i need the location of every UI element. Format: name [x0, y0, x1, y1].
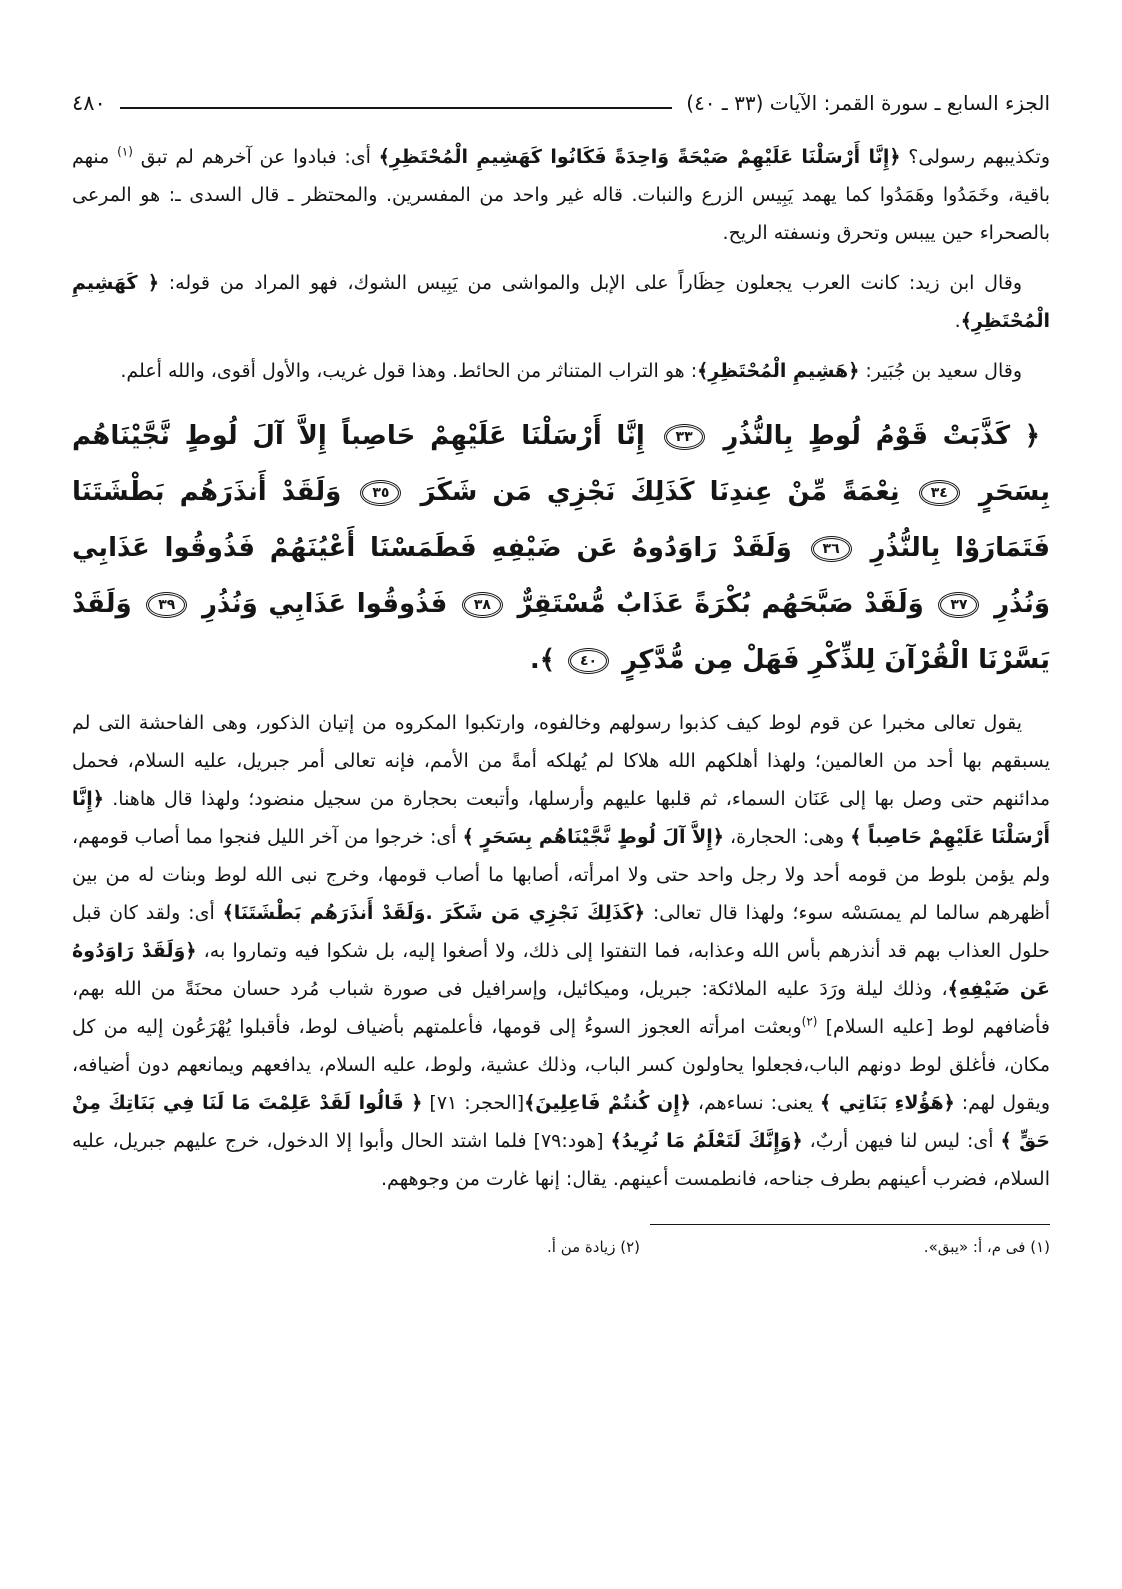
header-rule [120, 107, 672, 109]
text-run: . [954, 310, 961, 332]
paragraph-1 [72, 138, 1050, 252]
ayah-text: كَذَّبَتْ قَوْمُ لُوطٍ بِالنُّذُرِ [723, 421, 1011, 451]
paragraph-3 [72, 352, 1050, 390]
quran-quote: ﴿وَإِنَّكَ لَتَعْلَمُ مَا نُرِيدُ﴾ [610, 1130, 803, 1152]
text-run: وهى: الحجارة، [723, 826, 851, 848]
quran-quote: ﴿ كَهَشِيمِ الْمُحْتَظِرِ﴾ [72, 272, 1050, 332]
text-run: يقول تعالى مخبرا عن قوم لوط كيف كذبوا رسولهم وخالفوه، وارتكبوا المكروه من إتيان الذكور، وهى الفاحشة التى لم يسبقهم بها أحد من العالمين؛ ولهذا أهلكهم الله هلاكا لم يُهلكه أمةً من الأمم، فإنه تعالى أمر جبريل، عليه السلام، فحمل مدائنهم حتى وصل بها إلى عَنَان السماء، ثم قلبها عليهم وأرسلها، وأتبعت بحجارة من سجيل منضود؛ ولهذا قال هاهنا. [72, 712, 1050, 810]
ayah-text: نِعْمَةً مِّنْ عِندِنَا كَذَلِكَ نَجْزِي مَن شَكَرَ [420, 477, 900, 507]
commentary-paragraph [72, 704, 1050, 1198]
text-run: يعنى: نساءهم، [690, 1092, 821, 1114]
footnotes-section [72, 1224, 1050, 1259]
quran-quote: ﴿هَشِيمِ الْمُحْتَظِرِ﴾ [697, 360, 860, 382]
ayah-number-marker: ٣٣ [664, 424, 705, 450]
citation: [الحجر: ٧١] [422, 1092, 525, 1114]
ayah-text: وَلَقَدْ أَنذَرَهُم بَطْشَتَنَا فَتَمَارَوْا بِالنُّذُرِ [72, 477, 1050, 563]
ayah-number-marker: ٤٠ [568, 648, 609, 674]
running-title: الجزء السابع ـ سورة القمر: الآيات (٣٣ ـ ٤٠) [686, 91, 1050, 115]
ayah-text: وَلَقَدْ رَاوَدُوهُ عَن ضَيْفِهِ فَطَمَسْنَا أَعْيُنَهُمْ فَذُوقُوا عَذَابِي وَنُذُرِ [72, 533, 1050, 619]
ayah-number-marker: ٣٧ [938, 592, 979, 618]
text-run: [هود:٧٩] فلما اشتد الحال وأبوا إلا الدخول، خرج عليهم جبريل، عليه السلام، فضرب أعينهم بطرف جناحه، فانطمست أعينهم. يقال: إنها غارت من وجوههم. [72, 1130, 1050, 1190]
text-run: وقال سعيد بن جُبَير: [859, 360, 1022, 382]
text-run: أى: فبادوا عن آخرهم لم تبق [132, 146, 379, 168]
ayah-text: وَلَقَدْ صَبَّحَهُم بُكْرَةً عَذَابٌ مُّسْتَقِرٌّ [517, 589, 924, 619]
quran-passage [72, 408, 1050, 688]
text-run: منهم باقية، وخَمَدُوا وهَمَدُوا كما يهمد يَبِيس الزرع والنبات. قاله غير واحد من المفسرين. والمحتظر ـ قال السدى ـ: هو المرعى بالصحراء حين ييبس وتحرق ونسفته الريح. [72, 146, 1050, 244]
footnote-2: (٢) زيادة من أ. [547, 1238, 640, 1256]
ayah-text: فَذُوقُوا عَذَابِي وَنُذُرِ [201, 589, 448, 619]
quran-quote: ﴿إِنَّا أَرْسَلْنَا عَلَيْهِمْ صَيْحَةً وَاحِدَةً فَكَانُوا كَهَشِيمِ الْمُحْتَظِرِ﴾ [378, 146, 901, 168]
text-run: وقال ابن زيد: كانت العرب يجعلون حِظَاراً على الإبل والمواشى من يَبِيس الشوك، فهو المراد من قوله: [159, 272, 1022, 294]
paragraph-2 [72, 264, 1050, 340]
ornate-bracket-close: ﴾. [529, 645, 555, 675]
running-header [72, 84, 1050, 118]
text-run: أى: ولقد كان قبل حلول العذاب بهم قد أنذرهم بأس الله وعذابه، فما التفتوا إلى ذلك، ولا أصغوا إليه، بل شكوا فيه وتماروا به، [72, 902, 1050, 962]
text-run: وتكذيبهم رسولى؟ [900, 146, 1051, 168]
page-body [72, 138, 1050, 1259]
page-number: ٤٨٠ [72, 91, 106, 115]
ayah-number-marker: ٣٨ [462, 592, 503, 618]
quran-quote: ﴿إِنَّا أَرْسَلْنَا عَلَيْهِمْ حَاصِباً ﴾ [72, 788, 1050, 848]
ornate-bracket-open: ﴿ [1024, 421, 1041, 451]
footnote-1: (١) فى م، أ: «يبق». [923, 1238, 1050, 1256]
ayah-number-marker: ٣٤ [919, 480, 960, 506]
ayah-text: إِنَّا أَرْسَلْنَا عَلَيْهِمْ حَاصِباً إِلاَّ آلَ لُوطٍ نَّجَّيْنَاهُم بِسَحَرٍ [72, 421, 1050, 507]
quran-quote: ﴿وَلَقَدْ رَاوَدُوهُ عَن ضَيْفِهِ﴾ [72, 940, 1050, 1000]
text-run: : هو التراب المتناثر من الحائط. وهذا قول غريب، والأول أقوى، والله أعلم. [120, 360, 698, 382]
quran-quote: ﴿كَذَلِكَ نَجْزِي مَن شَكَرَ .وَلَقَدْ أَنذَرَهُم بَطْشَتَنَا﴾ [222, 902, 645, 924]
ayah-number-marker: ٣٦ [811, 536, 852, 562]
quran-quote: ﴿هَؤُلاءِ بَنَاتِي ﴾ [820, 1092, 955, 1114]
footnote-row [72, 1235, 1050, 1259]
footnote-rule [650, 1224, 1050, 1225]
text-run: ، وذلك ليلة ورَدَ عليه الملائكة: جبريل، وميكائيل، وإسرافيل فى صورة شباب مُرد حسان محنَةً من الله بهم، فأضافهم لوط [عليه السلام] [72, 978, 1050, 1038]
quran-quote: ﴿إِن كُنتُمْ فَاعِلِينَ﴾ [524, 1092, 691, 1114]
ayah-text: وَلَقَدْ يَسَّرْنَا الْقُرْآنَ لِلذِّكْرِ فَهَلْ مِن مُّدَّكِرٍ [72, 589, 1050, 675]
footnote-ref-2: (٢) [801, 1014, 818, 1029]
quran-quote: ﴿إِلاَّ آلَ لُوطٍ نَّجَّيْنَاهُم بِسَحَرٍ ﴾ [462, 826, 724, 848]
ayah-number-marker: ٣٩ [146, 592, 187, 618]
ayah-number-marker: ٣٥ [360, 480, 401, 506]
footnote-ref-1: (١) [117, 144, 133, 159]
text-run: وبعثت امرأته العجوز السوءُ إلى قومها، فأعلمتهم بأضياف لوط، فأقبلوا يُهْرَعُون إليه من كل مكان، فأغلق لوط دونهم الباب،فجعلوا يحاولون كسر الباب، وذلك عشية، ولوط، عليه السلام، يدافعهم ويمانعهم دون أضيافه، ويقول لهم: [72, 1016, 1051, 1114]
text-run: أى: خرجوا من آخر الليل فنجوا مما أصاب قومهم، ولم يؤمن بلوط من قومه أحد ولا رجل واحد حتى ولا امرأته، أصابها ما أصاب قومها، وخرج نبى الله لوط وبنات له من بين أظهرهم سالما لم يمسَسْه سوء؛ ولهذا قال تعالى: [72, 826, 1050, 924]
text-run: أى: ليس لنا فيهن أربٌ، [802, 1130, 1001, 1152]
quran-quote: ﴿ قَالُوا لَقَدْ عَلِمْتَ مَا لَنَا فِي بَنَاتِكَ مِنْ حَقٍّ ﴾ [72, 1092, 1050, 1152]
